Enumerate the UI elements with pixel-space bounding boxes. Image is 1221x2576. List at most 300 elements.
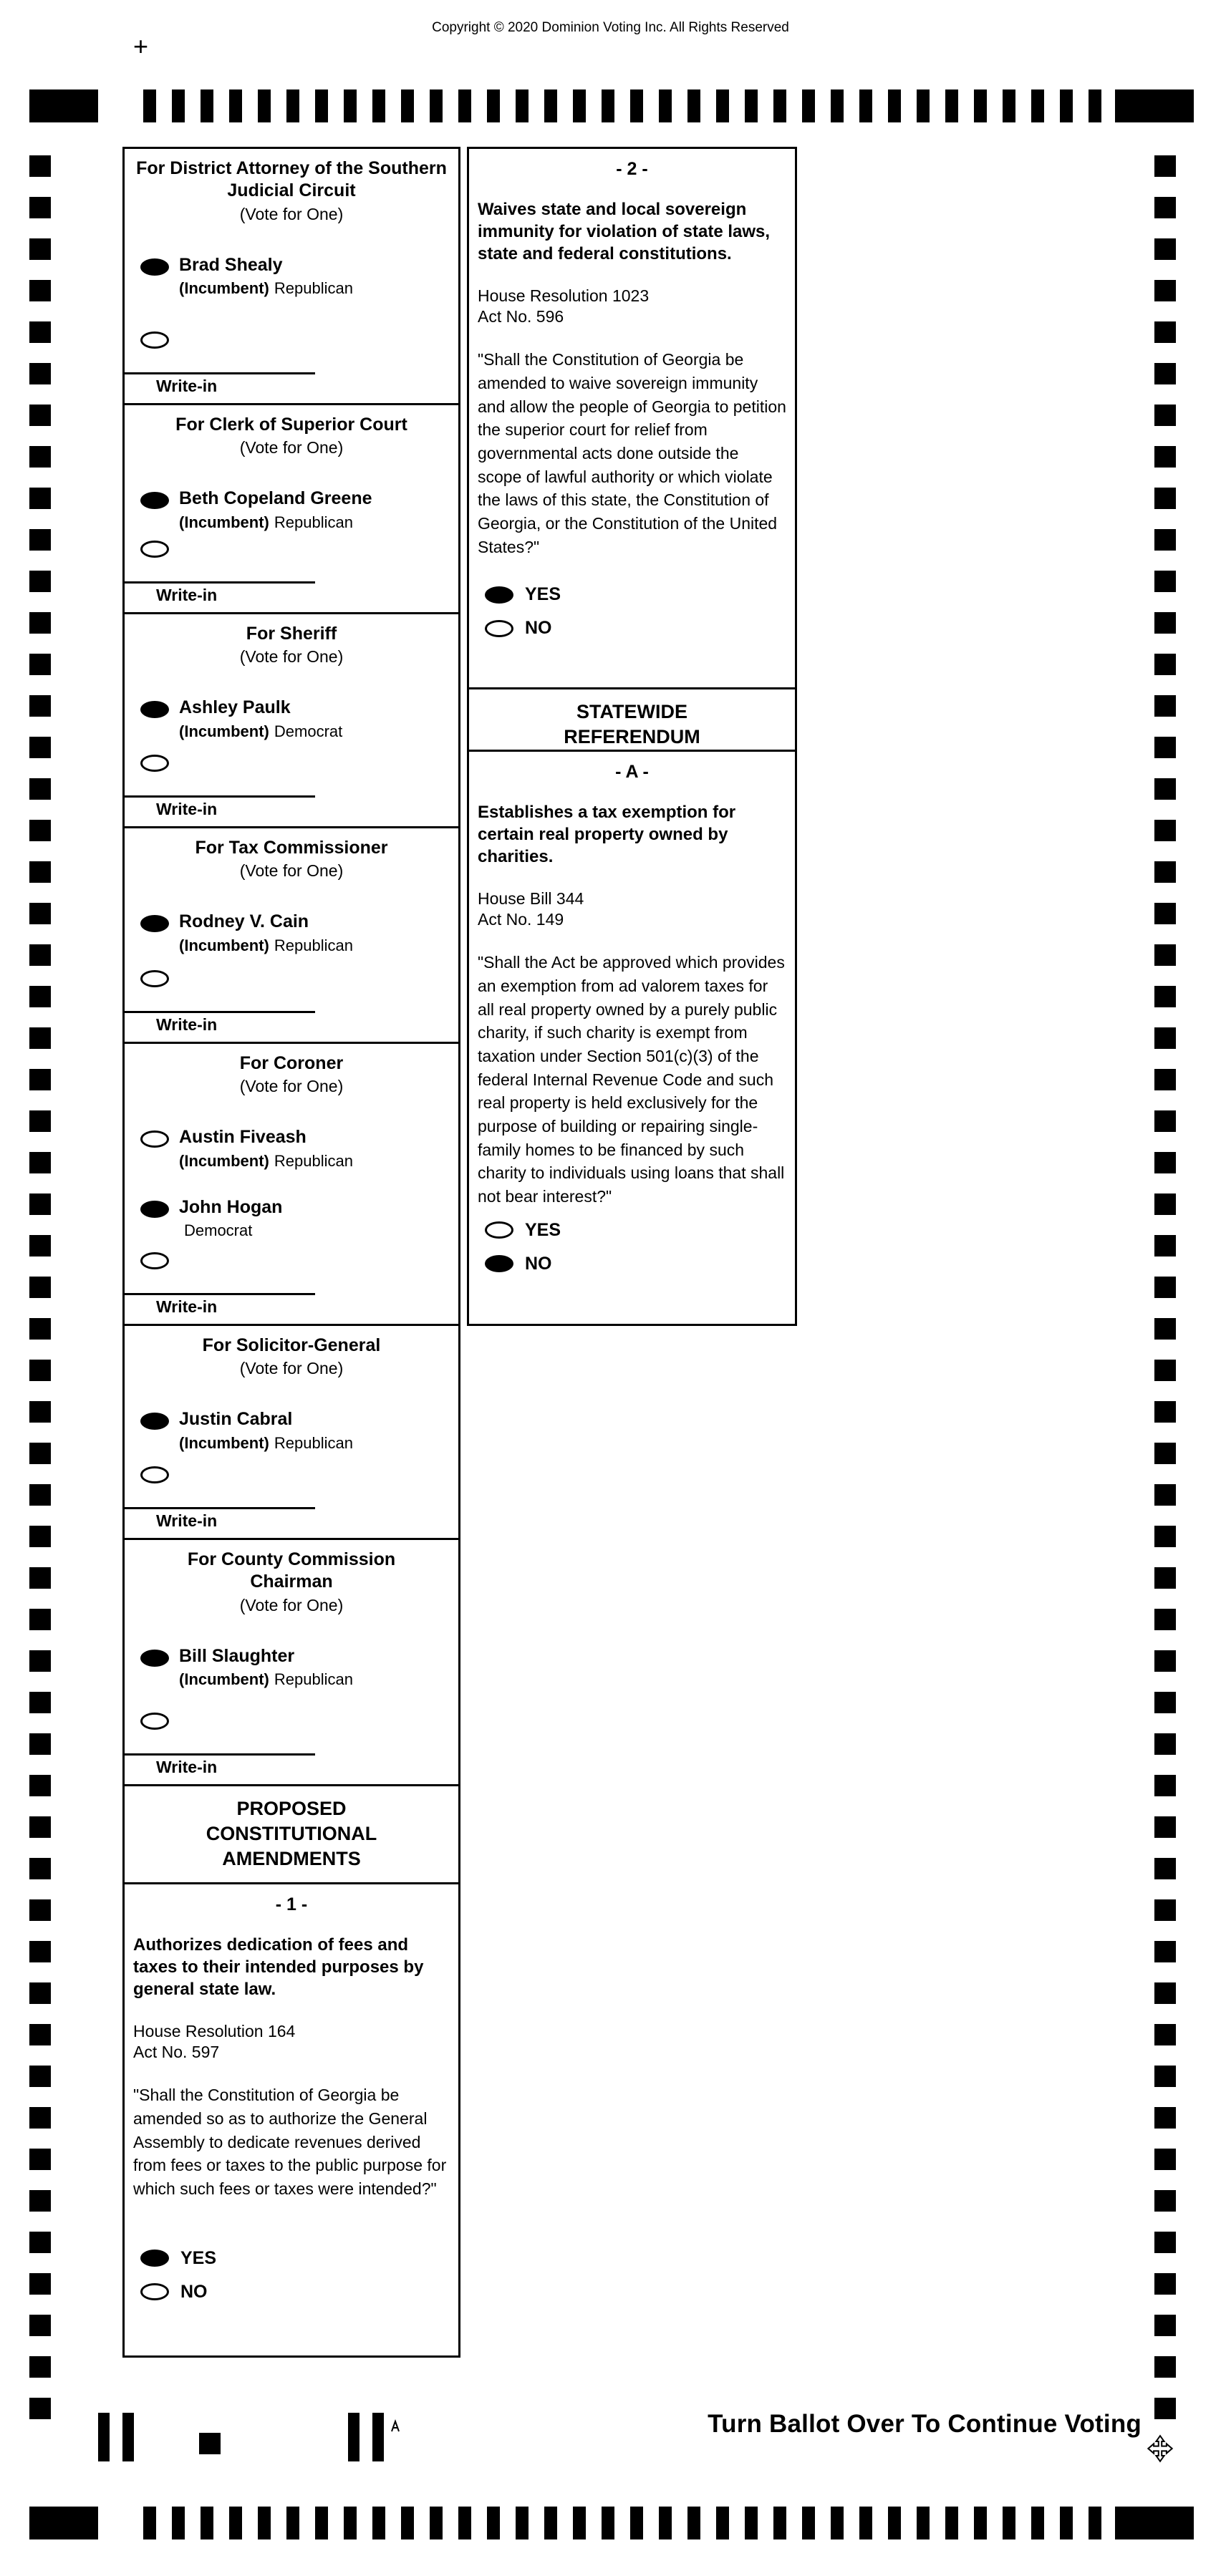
timing-bar [344, 89, 357, 122]
timing-square [29, 1484, 51, 1506]
timing-bar [687, 89, 700, 122]
vote-oval[interactable] [140, 1130, 169, 1148]
measure-question: "Shall the Constitution of Georgia be amended to waive sovereign immunity and allow the people of Georgia to petition the superior court for relief from governmental acts done outside the scope of lawful authority or which violate the laws of this state, the Constitution of Georgia, or the Constitution of the United States?" [478, 350, 786, 556]
timing-square [29, 238, 51, 260]
timing-square [29, 1443, 51, 1464]
contest-county-commission-chairman [122, 1538, 460, 1786]
contest-coroner [122, 1042, 460, 1326]
timing-bar [458, 89, 471, 122]
timing-bar [974, 89, 987, 122]
timing-bar [687, 2507, 700, 2539]
timing-square [1154, 197, 1176, 218]
vote-oval[interactable] [140, 1650, 169, 1667]
timing-square [1154, 2273, 1176, 2295]
candidate-name: Austin Fiveash [179, 1127, 307, 1148]
timing-square [29, 1318, 51, 1340]
timing-bar [917, 89, 930, 122]
timing-square [29, 1027, 51, 1049]
candidate-party: Democrat [184, 1221, 253, 1240]
candidate-info [179, 1647, 353, 1690]
timing-square [29, 2024, 51, 2045]
timing-block-bottom-left [29, 2507, 98, 2539]
timing-bar [430, 89, 443, 122]
write-in-oval[interactable] [140, 331, 169, 349]
timing-bar [888, 89, 901, 122]
timing-square [29, 1775, 51, 1796]
candidate-party: (Incumbent) Democrat [179, 722, 343, 740]
timing-square [1154, 1110, 1176, 1132]
timing-square [29, 861, 51, 883]
write-in-area [125, 1507, 315, 1535]
contest-sheriff [122, 612, 460, 828]
timing-bar [401, 89, 414, 122]
timing-square [1154, 2107, 1176, 2129]
write-in-label: Write-in [156, 1511, 218, 1530]
timing-square [1154, 1360, 1176, 1381]
timing-square [1154, 571, 1176, 592]
choice-row-yes [485, 1220, 795, 1241]
timing-square [1154, 1193, 1176, 1215]
candidate-party: (Incumbent) Republican [179, 1151, 353, 1170]
timing-square [1154, 446, 1176, 468]
timing-square [1154, 1152, 1176, 1173]
timing-square [29, 1899, 51, 1921]
timing-bar [1060, 89, 1073, 122]
ballot-column-right [467, 147, 797, 1326]
timing-square [29, 529, 51, 551]
no-label: NO [525, 1253, 552, 1274]
write-in-area [125, 581, 315, 609]
timing-square [29, 695, 51, 717]
timing-bar [344, 2507, 357, 2539]
timing-square [1154, 1069, 1176, 1090]
vote-oval[interactable] [140, 1201, 169, 1218]
measure-number: - 2 - [616, 159, 648, 179]
timing-square [29, 2066, 51, 2087]
timing-square [29, 1733, 51, 1755]
timing-square [1154, 1401, 1176, 1423]
yes-oval[interactable] [140, 2250, 169, 2267]
write-in-label: Write-in [156, 800, 218, 818]
candidate-party: (Incumbent) Republican [179, 1433, 353, 1452]
timing-square [1154, 529, 1176, 551]
write-in-area [125, 795, 315, 823]
timing-square [1154, 321, 1176, 343]
contest-tax-commissioner [122, 826, 460, 1044]
yes-oval[interactable] [485, 586, 513, 604]
measure-question: "Shall the Act be approved which provides an exemption from ad valorem taxes for all real property owned by a purely public charity, if such charity is exempt from taxation under Section 501(c)(3) of the federal Internal Revenue Code and such real property is held exclusively for the purpose of building or repairing single-family homes to be financed by such charity to individuals using loans that shall not bear interest?" [478, 953, 785, 1206]
candidate-row [140, 1198, 451, 1241]
measure-reference [478, 888, 786, 931]
yes-oval[interactable] [485, 1221, 513, 1239]
measure-number: - 1 - [275, 1894, 308, 1914]
timing-bar [487, 2507, 500, 2539]
timing-square [29, 1193, 51, 1215]
timing-bar [1089, 2507, 1101, 2539]
timing-bar [1003, 89, 1015, 122]
timing-square [1154, 2066, 1176, 2087]
write-in-label: Write-in [156, 377, 218, 395]
section-header-text: STATEWIDE REFERENDUM [564, 701, 700, 748]
timing-square [1154, 1235, 1176, 1256]
code-bar [122, 2413, 134, 2461]
turn-ballot-over-text: Turn Ballot Over To Continue Voting [708, 2410, 1142, 2438]
timing-square [1154, 1858, 1176, 1879]
candidate-row [140, 256, 451, 299]
timing-bar [544, 2507, 557, 2539]
candidate-row [140, 1410, 451, 1453]
tiny-print-mark [390, 2418, 400, 2434]
no-oval[interactable] [485, 620, 513, 637]
timing-bar [859, 2507, 872, 2539]
timing-square [29, 2149, 51, 2170]
yes-label: YES [180, 2247, 217, 2268]
timing-square [29, 321, 51, 343]
vote-for-one-label: (Vote for One) [239, 1359, 344, 1378]
timing-square [29, 1152, 51, 1173]
timing-bar [229, 89, 242, 122]
timing-square [1154, 1526, 1176, 1547]
timing-bar [201, 89, 213, 122]
timing-square [29, 2398, 51, 2419]
candidate-row [140, 698, 451, 741]
timing-bar [458, 2507, 471, 2539]
timing-square [1154, 1484, 1176, 1506]
timing-bar [1031, 89, 1044, 122]
yes-label: YES [525, 1219, 561, 1240]
candidate-name: John Hogan [179, 1196, 283, 1217]
timing-bar [802, 2507, 815, 2539]
registration-crosshair-icon [1146, 2434, 1174, 2463]
timing-square [1154, 1277, 1176, 1298]
timing-square [29, 737, 51, 758]
timing-square [1154, 778, 1176, 800]
timing-square [1154, 820, 1176, 841]
code-bar [372, 2413, 384, 2461]
timing-bar [745, 2507, 758, 2539]
timing-square [1154, 2024, 1176, 2045]
timing-square [29, 986, 51, 1007]
write-in-oval[interactable] [140, 755, 169, 772]
vote-for-one-label: (Vote for One) [239, 1077, 344, 1096]
timing-square [29, 1858, 51, 1879]
timing-bar [516, 89, 529, 122]
timing-bar [315, 2507, 328, 2539]
timing-marks-bottom [143, 2507, 1106, 2539]
timing-square [1154, 1899, 1176, 1921]
timing-square [29, 2107, 51, 2129]
timing-square [1154, 654, 1176, 675]
write-in-area [125, 1011, 315, 1039]
timing-bar [229, 2507, 242, 2539]
timing-bar [888, 2507, 901, 2539]
section-header-text: PROPOSED CONSTITUTIONAL AMENDMENTS [206, 1798, 377, 1870]
timing-bar [1060, 2507, 1073, 2539]
write-in-area [125, 1753, 315, 1781]
timing-bar [630, 2507, 643, 2539]
timing-marks-left [29, 155, 51, 2419]
timing-bar [286, 2507, 299, 2539]
timing-square [29, 1360, 51, 1381]
timing-bar [573, 89, 586, 122]
timing-block-top-right [1115, 89, 1194, 122]
vote-for-one-label: (Vote for One) [239, 438, 344, 457]
vote-oval[interactable] [140, 915, 169, 932]
timing-square [29, 820, 51, 841]
candidate-party: (Incumbent) Republican [179, 936, 353, 954]
vote-oval[interactable] [140, 1413, 169, 1430]
candidate-name: Bill Slaughter [179, 1645, 295, 1666]
measure-reference-line1: House Bill 344 [478, 888, 584, 908]
timing-square [1154, 1982, 1176, 2004]
candidate-row [140, 912, 451, 955]
write-in-oval[interactable] [140, 970, 169, 987]
timing-square [29, 612, 51, 634]
timing-bar [143, 2507, 156, 2539]
no-label: NO [180, 2281, 208, 2302]
timing-bar [659, 89, 672, 122]
write-in-oval[interactable] [140, 1252, 169, 1269]
choice-row-no [140, 2282, 458, 2303]
timing-square [29, 280, 51, 301]
timing-bar [974, 2507, 987, 2539]
timing-square [29, 944, 51, 966]
timing-square [29, 1692, 51, 1713]
measure-amendment-1 [122, 1882, 460, 2358]
vote-for-one-label: (Vote for One) [239, 204, 344, 223]
timing-square [29, 654, 51, 675]
timing-square [1154, 2356, 1176, 2378]
candidate-info [179, 912, 353, 955]
timing-square [29, 155, 51, 177]
candidate-party: (Incumbent) Republican [179, 1670, 353, 1688]
candidate-info [179, 1128, 353, 1171]
timing-square [29, 2232, 51, 2253]
timing-square [29, 363, 51, 384]
timing-square [1154, 238, 1176, 260]
timing-bar [258, 2507, 271, 2539]
timing-bar [630, 89, 643, 122]
timing-square [29, 2190, 51, 2212]
timing-bar [286, 89, 299, 122]
copyright-notice: Copyright © 2020 Dominion Voting Inc. All Rights Reserved [432, 20, 789, 35]
vote-for-one-label: (Vote for One) [239, 861, 344, 881]
timing-square [29, 571, 51, 592]
timing-square [1154, 1027, 1176, 1049]
timing-square [1154, 1650, 1176, 1672]
timing-bar [602, 89, 614, 122]
measure-question: "Shall the Constitution of Georgia be amended so as to authorize the General Assembly to dedicate revenues derived from fees or taxes to the public purpose for which such fees or taxes were intended?" [133, 2086, 447, 2198]
measure-reference-line2: Act No. 597 [133, 2043, 220, 2062]
timing-square [1154, 2190, 1176, 2212]
timing-square [1154, 2398, 1176, 2419]
timing-bar [201, 2507, 213, 2539]
timing-square [1154, 1941, 1176, 1962]
vote-oval[interactable] [140, 258, 169, 276]
timing-bar [773, 2507, 786, 2539]
timing-bar [1031, 2507, 1044, 2539]
no-label: NO [525, 618, 552, 639]
timing-square [1154, 612, 1176, 634]
timing-bar [745, 89, 758, 122]
timing-bar [430, 2507, 443, 2539]
timing-block-bottom-right [1115, 2507, 1194, 2539]
timing-square [1154, 1567, 1176, 1589]
write-in-label: Write-in [156, 586, 218, 604]
timing-square [1154, 1733, 1176, 1755]
timing-bar [573, 2507, 586, 2539]
timing-square [1154, 405, 1176, 426]
timing-bar [372, 89, 385, 122]
timing-square [29, 1401, 51, 1423]
candidate-name: Brad Shealy [179, 254, 283, 275]
write-in-label: Write-in [156, 1758, 218, 1776]
timing-bar [773, 89, 786, 122]
timing-square [1154, 2315, 1176, 2336]
measure-amendment-2 [467, 147, 797, 689]
timing-square [1154, 280, 1176, 301]
timing-bar [602, 2507, 614, 2539]
candidate-info [179, 698, 342, 741]
measure-reference-line1: House Resolution 1023 [478, 286, 650, 305]
candidate-name: Ashley Paulk [179, 697, 291, 718]
ballot-column-left [122, 147, 460, 2358]
candidate-info [179, 1198, 282, 1241]
timing-square [29, 2273, 51, 2295]
timing-bar [945, 89, 958, 122]
timing-square [29, 1235, 51, 1256]
write-in-label: Write-in [156, 1297, 218, 1316]
measure-referendum-a [467, 750, 797, 1326]
candidate-row [140, 1128, 451, 1171]
timing-square [1154, 737, 1176, 758]
choice-row-yes [485, 584, 795, 605]
write-in-label: Write-in [156, 1015, 218, 1034]
timing-square [29, 197, 51, 218]
timing-square [1154, 695, 1176, 717]
timing-square [29, 1110, 51, 1132]
timing-bar [143, 89, 156, 122]
timing-square [1154, 1692, 1176, 1713]
timing-bar [372, 2507, 385, 2539]
candidate-name: Justin Cabral [179, 1409, 293, 1430]
contest-clerk-superior-court [122, 403, 460, 614]
timing-square [1154, 155, 1176, 177]
timing-square [29, 1982, 51, 2004]
contest-title: For County Commission Chairman [187, 1549, 396, 1592]
vote-for-one-label: (Vote for One) [239, 647, 344, 667]
candidate-party: (Incumbent) Republican [179, 513, 353, 531]
timing-bar [831, 2507, 844, 2539]
measure-reference-line2: Act No. 596 [478, 307, 564, 326]
candidate-party: (Incumbent) Republican [179, 279, 353, 297]
contest-title: For Solicitor-General [202, 1335, 381, 1355]
section-header-referendum [467, 687, 797, 752]
vote-oval[interactable] [140, 492, 169, 509]
write-in-oval[interactable] [140, 541, 169, 558]
choice-row-yes [140, 2248, 458, 2269]
timing-bar [716, 2507, 729, 2539]
timing-square [29, 903, 51, 924]
choice-row-no [485, 618, 795, 639]
timing-bar [945, 2507, 958, 2539]
timing-bar [859, 89, 872, 122]
vote-oval[interactable] [140, 701, 169, 718]
timing-square [1154, 944, 1176, 966]
timing-square [1154, 1775, 1176, 1796]
timing-square [1154, 1816, 1176, 1838]
measure-reference-line1: House Resolution 164 [133, 2021, 296, 2040]
timing-square [29, 488, 51, 509]
candidate-name: Beth Copeland Greene [179, 488, 372, 509]
timing-square [1154, 861, 1176, 883]
contest-title: For Tax Commissioner [195, 838, 388, 858]
timing-bar [544, 89, 557, 122]
timing-square [1154, 1609, 1176, 1630]
timing-bar [1089, 89, 1101, 122]
measure-reference-line2: Act No. 149 [478, 910, 564, 929]
timing-square [29, 1816, 51, 1838]
timing-bar [917, 2507, 930, 2539]
timing-square [29, 1650, 51, 1672]
yes-label: YES [525, 584, 561, 605]
timing-square [29, 1277, 51, 1298]
measure-reference [478, 286, 786, 329]
candidate-info [179, 256, 353, 299]
timing-marks-right [1154, 155, 1176, 2419]
timing-bar [716, 89, 729, 122]
timing-bar [315, 89, 328, 122]
write-in-area [125, 1293, 315, 1321]
candidate-info [179, 489, 372, 532]
timing-bar [802, 89, 815, 122]
timing-bar [172, 2507, 185, 2539]
measure-reference [133, 2021, 450, 2064]
section-header-amendments [122, 1784, 460, 1884]
candidate-row [140, 1647, 451, 1690]
timing-square [29, 2356, 51, 2378]
timing-bar [516, 2507, 529, 2539]
candidate-info [179, 1410, 353, 1453]
timing-block-top-left [29, 89, 98, 122]
contest-title: For Clerk of Superior Court [175, 415, 407, 435]
candidate-row [140, 489, 451, 532]
timing-square [29, 405, 51, 426]
registration-plus-mark: + [133, 32, 149, 61]
write-in-area [125, 372, 315, 400]
no-oval[interactable] [485, 1255, 513, 1272]
code-bar [98, 2413, 110, 2461]
timing-square [29, 446, 51, 468]
timing-bar [258, 89, 271, 122]
timing-bar [831, 89, 844, 122]
write-in-oval[interactable] [140, 1466, 169, 1483]
timing-square [1154, 363, 1176, 384]
write-in-oval[interactable] [140, 1713, 169, 1730]
timing-square [1154, 903, 1176, 924]
timing-bar [659, 2507, 672, 2539]
timing-bar [401, 2507, 414, 2539]
contest-title: For District Attorney of the Southern Judicial Circuit [136, 158, 447, 201]
timing-bar [1003, 2507, 1015, 2539]
measure-summary: Establishes a tax exemption for certain real property owned by charities. [478, 803, 736, 867]
timing-square [1154, 1318, 1176, 1340]
timing-square [1154, 2232, 1176, 2253]
timing-bar [172, 89, 185, 122]
timing-square [29, 2315, 51, 2336]
timing-square [1154, 986, 1176, 1007]
no-oval[interactable] [140, 2283, 169, 2300]
